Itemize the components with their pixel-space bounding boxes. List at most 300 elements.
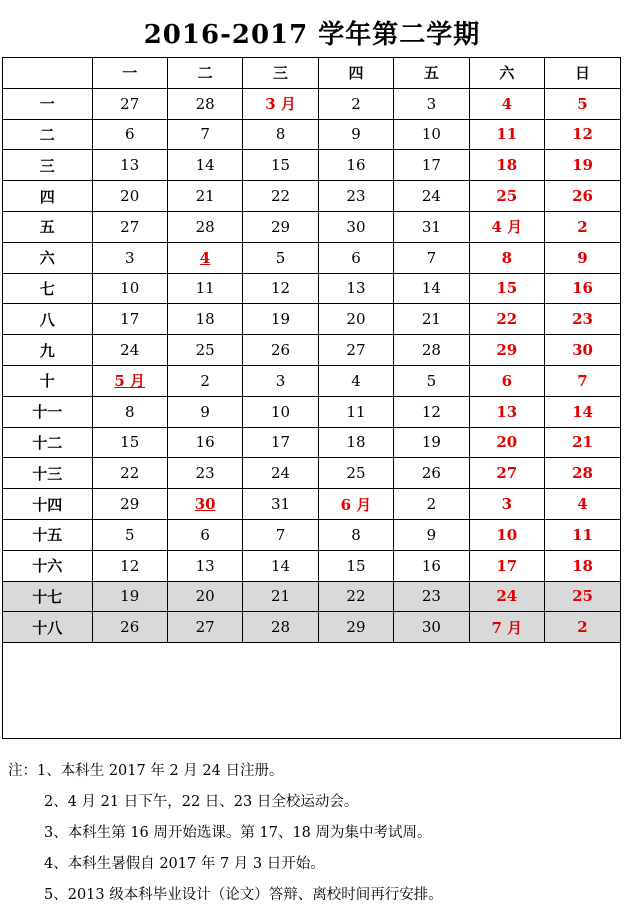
- day-value: 12: [120, 556, 140, 575]
- day-cell: [469, 427, 544, 458]
- day-cell: [92, 211, 167, 242]
- week-row: [3, 335, 620, 366]
- day-cell: [167, 519, 242, 550]
- day-value: 26: [271, 341, 291, 360]
- day-cell: [243, 242, 318, 273]
- day-value: 23: [421, 587, 441, 606]
- day-value: 26: [421, 464, 441, 483]
- day-value: 5: [426, 371, 437, 390]
- day-value: 22: [271, 187, 291, 206]
- day-value: 7: [200, 125, 210, 144]
- day-cell: [394, 365, 469, 396]
- day-cell: [469, 181, 544, 212]
- week-label: 一: [3, 88, 92, 119]
- day-cell: [92, 612, 167, 643]
- day-cell: [167, 150, 242, 181]
- day-cell: [394, 335, 469, 366]
- day-value: 14: [271, 556, 291, 575]
- day-cell: [167, 489, 242, 520]
- day-value: 28: [271, 618, 291, 637]
- day-value: 8: [351, 525, 361, 544]
- day-cell: [243, 304, 318, 335]
- day-value: 13: [195, 556, 215, 575]
- day-cell: [394, 581, 469, 612]
- day-cell: [469, 365, 544, 396]
- week-label: 十二: [3, 427, 92, 458]
- week-row: [3, 581, 620, 612]
- day-cell: [167, 427, 242, 458]
- day-value: 24: [120, 341, 140, 360]
- day-cell: [243, 335, 318, 366]
- day-cell: [92, 242, 167, 273]
- day-cell: [92, 550, 167, 581]
- day-value: 27: [346, 341, 366, 360]
- day-cell: [167, 242, 242, 273]
- week-label: 十七: [3, 581, 92, 612]
- day-cell: [545, 581, 620, 612]
- day-value: 2: [577, 217, 588, 236]
- day-cell: [167, 181, 242, 212]
- day-cell: [318, 211, 393, 242]
- day-cell: [167, 365, 242, 396]
- day-cell: [469, 335, 544, 366]
- day-cell: [243, 273, 318, 304]
- day-value: 2: [577, 618, 588, 637]
- week-row: [3, 612, 620, 643]
- corner-cell: [3, 58, 92, 88]
- day-cell: [318, 181, 393, 212]
- day-cell: [394, 181, 469, 212]
- day-value: 7: [577, 371, 588, 390]
- week-row: [3, 519, 620, 550]
- day-cell: [469, 150, 544, 181]
- weekday-header: 日: [545, 58, 620, 88]
- day-value: 29: [496, 341, 518, 360]
- day-cell: [545, 458, 620, 489]
- day-value: 22: [346, 587, 366, 606]
- day-value: 8: [275, 125, 286, 144]
- weekday-header: 四: [318, 58, 393, 88]
- day-cell: [469, 519, 544, 550]
- day-value: 11: [346, 402, 366, 421]
- week-label: 十六: [3, 550, 92, 581]
- day-cell: [318, 427, 393, 458]
- day-value: 31: [271, 495, 291, 514]
- day-cell: [318, 550, 393, 581]
- note-item: 3、本科生第 16 周开始选课。第 17、18 周为集中考试周。: [44, 825, 432, 841]
- day-cell: [167, 612, 242, 643]
- day-value: 10: [271, 402, 291, 421]
- day-cell: [167, 119, 242, 150]
- day-value: 27: [496, 464, 518, 483]
- day-value: 9: [577, 248, 588, 267]
- day-value: 28: [421, 341, 441, 360]
- day-cell: [167, 335, 242, 366]
- day-cell: [394, 489, 469, 520]
- day-value: 3: [275, 371, 286, 390]
- day-cell: [318, 273, 393, 304]
- day-value: 16: [195, 433, 215, 452]
- day-value: 18: [195, 310, 215, 329]
- day-value: 5: [124, 525, 135, 544]
- day-value: 17: [421, 156, 441, 175]
- day-value: 19: [120, 587, 140, 606]
- weeks-body: [3, 88, 620, 642]
- day-value: 10: [421, 125, 441, 144]
- day-value: 7: [275, 525, 286, 544]
- day-value: 3: [426, 94, 437, 113]
- day-cell: [469, 304, 544, 335]
- day-value: 15: [346, 556, 366, 575]
- day-value: 9: [351, 125, 361, 144]
- day-value: 5 月: [114, 372, 146, 391]
- day-cell: [545, 211, 620, 242]
- day-value: 6: [501, 371, 513, 390]
- day-cell: [92, 581, 167, 612]
- day-cell: [318, 612, 393, 643]
- day-value: 16: [421, 556, 441, 575]
- weekday-header: 二: [167, 58, 242, 88]
- day-value: 19: [421, 433, 441, 452]
- day-value: 14: [195, 156, 215, 175]
- day-value: 15: [120, 433, 140, 452]
- week-row: [3, 458, 620, 489]
- day-cell: [469, 242, 544, 273]
- day-cell: [394, 458, 469, 489]
- day-cell: [318, 458, 393, 489]
- day-value: 24: [421, 187, 441, 206]
- day-cell: [318, 396, 393, 427]
- day-value: 3: [501, 495, 513, 514]
- day-value: 25: [496, 187, 518, 206]
- day-cell: [545, 273, 620, 304]
- day-cell: [469, 489, 544, 520]
- day-value: 26: [120, 618, 140, 637]
- day-cell: [545, 612, 620, 643]
- weekday-header: 三: [243, 58, 318, 88]
- day-cell: [92, 489, 167, 520]
- day-cell: [545, 181, 620, 212]
- day-value: 28: [195, 217, 215, 236]
- day-value: 27: [120, 94, 140, 113]
- day-cell: [545, 365, 620, 396]
- week-row: [3, 427, 620, 458]
- day-cell: [243, 119, 318, 150]
- day-cell: [92, 519, 167, 550]
- note-item: 5、2013 级本科毕业设计（论文）答辩、离校时间再行安排。: [44, 887, 443, 903]
- day-value: 17: [120, 310, 140, 329]
- day-cell: [243, 211, 318, 242]
- day-value: 28: [195, 94, 215, 113]
- week-row: [3, 242, 620, 273]
- day-value: 13: [120, 156, 140, 175]
- day-cell: [394, 88, 469, 119]
- week-label: 六: [3, 242, 92, 273]
- day-cell: [92, 181, 167, 212]
- day-cell: [545, 304, 620, 335]
- day-cell: [167, 88, 242, 119]
- day-cell: [545, 396, 620, 427]
- calendar-grid: [2, 57, 621, 739]
- week-row: [3, 365, 620, 396]
- day-value: 8: [501, 248, 513, 267]
- day-value: 3 月: [265, 95, 296, 114]
- day-value: 31: [421, 217, 441, 236]
- day-cell: [469, 581, 544, 612]
- day-value: 18: [496, 156, 518, 175]
- week-row: [3, 181, 620, 212]
- day-value: 12: [572, 125, 593, 144]
- calendar-table: [3, 58, 620, 643]
- day-value: 20: [346, 310, 366, 329]
- day-cell: [318, 88, 393, 119]
- day-cell: [243, 150, 318, 181]
- week-label: 十五: [3, 519, 92, 550]
- day-cell: [394, 519, 469, 550]
- week-row: [3, 273, 620, 304]
- day-cell: [243, 181, 318, 212]
- day-value: 10: [120, 279, 140, 298]
- day-value: 23: [346, 187, 366, 206]
- day-cell: [318, 489, 393, 520]
- day-value: 17: [496, 556, 518, 575]
- day-cell: [318, 242, 393, 273]
- day-cell: [243, 458, 318, 489]
- day-cell: [469, 550, 544, 581]
- week-row: [3, 304, 620, 335]
- day-value: 11: [572, 525, 593, 544]
- day-value: 30: [346, 217, 366, 236]
- weekday-header: 五: [394, 58, 469, 88]
- day-value: 4: [577, 495, 588, 514]
- day-value: 21: [195, 187, 215, 206]
- day-value: 12: [421, 402, 441, 421]
- day-cell: [92, 304, 167, 335]
- day-cell: [545, 519, 620, 550]
- day-value: 15: [271, 156, 291, 175]
- day-value: 19: [271, 310, 291, 329]
- day-value: 14: [572, 402, 593, 421]
- day-cell: [394, 427, 469, 458]
- day-cell: [243, 519, 318, 550]
- day-value: 9: [200, 402, 210, 421]
- day-cell: [394, 211, 469, 242]
- day-cell: [394, 119, 469, 150]
- day-cell: [394, 150, 469, 181]
- day-cell: [469, 273, 544, 304]
- day-value: 11: [496, 125, 518, 144]
- day-value: 5: [577, 94, 588, 113]
- note-item: 注：1、本科生 2017 年 2 月 24 日注册。: [8, 763, 284, 779]
- day-cell: [394, 304, 469, 335]
- day-value: 11: [195, 279, 215, 298]
- day-cell: [318, 119, 393, 150]
- day-cell: [469, 396, 544, 427]
- day-cell: [167, 211, 242, 242]
- day-cell: [545, 550, 620, 581]
- day-value: 17: [271, 433, 291, 452]
- notes-section: [8, 756, 620, 911]
- day-value: 6 月: [340, 495, 372, 514]
- day-value: 4: [501, 94, 513, 113]
- day-value: 13: [346, 279, 366, 298]
- week-row: [3, 150, 620, 181]
- day-value: 15: [496, 279, 518, 298]
- note-item: 4、本科生暑假自 2017 年 7 月 3 日开始。: [44, 856, 325, 872]
- day-cell: [243, 88, 318, 119]
- day-cell: [167, 304, 242, 335]
- week-row: [3, 489, 620, 520]
- day-cell: [243, 489, 318, 520]
- day-cell: [318, 335, 393, 366]
- day-cell: [92, 150, 167, 181]
- day-cell: [92, 119, 167, 150]
- day-value: 4: [351, 371, 361, 390]
- day-value: 16: [346, 156, 366, 175]
- week-label: 八: [3, 304, 92, 335]
- weekday-header: 六: [469, 58, 544, 88]
- day-value: 13: [496, 402, 518, 421]
- day-value: 4 月: [491, 218, 523, 237]
- day-value: 29: [271, 217, 291, 236]
- day-value: 10: [496, 525, 518, 544]
- day-value: 20: [120, 187, 140, 206]
- week-label: 十一: [3, 396, 92, 427]
- week-label: 二: [3, 119, 92, 150]
- day-value: 26: [572, 187, 593, 206]
- week-label: 十四: [3, 489, 92, 520]
- week-label: 七: [3, 273, 92, 304]
- day-value: 3: [124, 248, 135, 267]
- day-cell: [469, 612, 544, 643]
- week-label: 十: [3, 365, 92, 396]
- day-cell: [92, 88, 167, 119]
- day-cell: [167, 550, 242, 581]
- day-cell: [243, 365, 318, 396]
- day-cell: [167, 581, 242, 612]
- day-value: 27: [120, 217, 140, 236]
- weekday-header: 一: [92, 58, 167, 88]
- day-value: 24: [271, 464, 291, 483]
- day-value: 23: [195, 464, 215, 483]
- day-cell: [92, 427, 167, 458]
- day-cell: [545, 242, 620, 273]
- day-cell: [318, 519, 393, 550]
- day-value: 20: [496, 433, 518, 452]
- day-value: 6: [124, 125, 135, 144]
- day-cell: [394, 550, 469, 581]
- day-value: 30: [572, 341, 593, 360]
- day-value: 4: [199, 248, 211, 267]
- day-cell: [243, 612, 318, 643]
- day-cell: [243, 396, 318, 427]
- day-cell: [545, 489, 620, 520]
- day-cell: [469, 88, 544, 119]
- day-cell: [92, 273, 167, 304]
- week-row: [3, 211, 620, 242]
- day-value: 25: [195, 341, 215, 360]
- day-value: 22: [496, 310, 518, 329]
- day-cell: [394, 612, 469, 643]
- day-value: 21: [271, 587, 291, 606]
- day-value: 8: [124, 402, 135, 421]
- day-value: 6: [351, 248, 361, 267]
- day-cell: [318, 304, 393, 335]
- day-value: 21: [421, 310, 441, 329]
- day-value: 6: [200, 525, 210, 544]
- day-value: 5: [275, 248, 286, 267]
- day-value: 28: [572, 464, 593, 483]
- weekday-header-row: [3, 58, 620, 88]
- week-label: 三: [3, 150, 92, 181]
- day-cell: [545, 335, 620, 366]
- day-value: 30: [194, 495, 216, 514]
- week-row: [3, 550, 620, 581]
- day-cell: [394, 273, 469, 304]
- day-value: 14: [421, 279, 441, 298]
- day-cell: [318, 581, 393, 612]
- day-cell: [545, 88, 620, 119]
- week-row: [3, 119, 620, 150]
- day-value: 16: [572, 279, 593, 298]
- page-title: 2016-2017 学年第二学期: [143, 20, 481, 50]
- week-row: [3, 88, 620, 119]
- day-value: 7 月: [491, 618, 523, 637]
- day-value: 27: [195, 618, 215, 637]
- week-label: 五: [3, 211, 92, 242]
- week-label: 九: [3, 335, 92, 366]
- day-cell: [545, 150, 620, 181]
- day-value: 24: [496, 587, 518, 606]
- day-cell: [318, 150, 393, 181]
- day-value: 7: [426, 248, 437, 267]
- day-value: 20: [195, 587, 215, 606]
- day-cell: [469, 458, 544, 489]
- note-item: 2、4 月 21 日下午，22 日、23 日全校运动会。: [44, 794, 359, 810]
- day-cell: [469, 119, 544, 150]
- day-value: 2: [351, 94, 361, 113]
- day-cell: [92, 396, 167, 427]
- day-cell: [469, 211, 544, 242]
- day-value: 29: [346, 618, 366, 637]
- day-cell: [167, 396, 242, 427]
- day-value: 18: [346, 433, 366, 452]
- day-cell: [394, 396, 469, 427]
- day-value: 29: [120, 495, 140, 514]
- day-value: 12: [271, 279, 291, 298]
- day-value: 22: [120, 464, 140, 483]
- day-cell: [243, 581, 318, 612]
- week-label: 十三: [3, 458, 92, 489]
- day-value: 23: [572, 310, 593, 329]
- day-cell: [167, 273, 242, 304]
- day-cell: [167, 458, 242, 489]
- day-cell: [545, 119, 620, 150]
- week-label: 十八: [3, 612, 92, 643]
- week-row: [3, 396, 620, 427]
- day-value: 25: [572, 587, 593, 606]
- day-cell: [243, 427, 318, 458]
- day-value: 21: [572, 433, 593, 452]
- day-cell: [545, 427, 620, 458]
- day-value: 25: [346, 464, 366, 483]
- day-value: 19: [572, 156, 593, 175]
- day-value: 2: [200, 371, 210, 390]
- day-cell: [92, 458, 167, 489]
- day-value: 9: [426, 525, 437, 544]
- week-label: 四: [3, 181, 92, 212]
- day-cell: [243, 550, 318, 581]
